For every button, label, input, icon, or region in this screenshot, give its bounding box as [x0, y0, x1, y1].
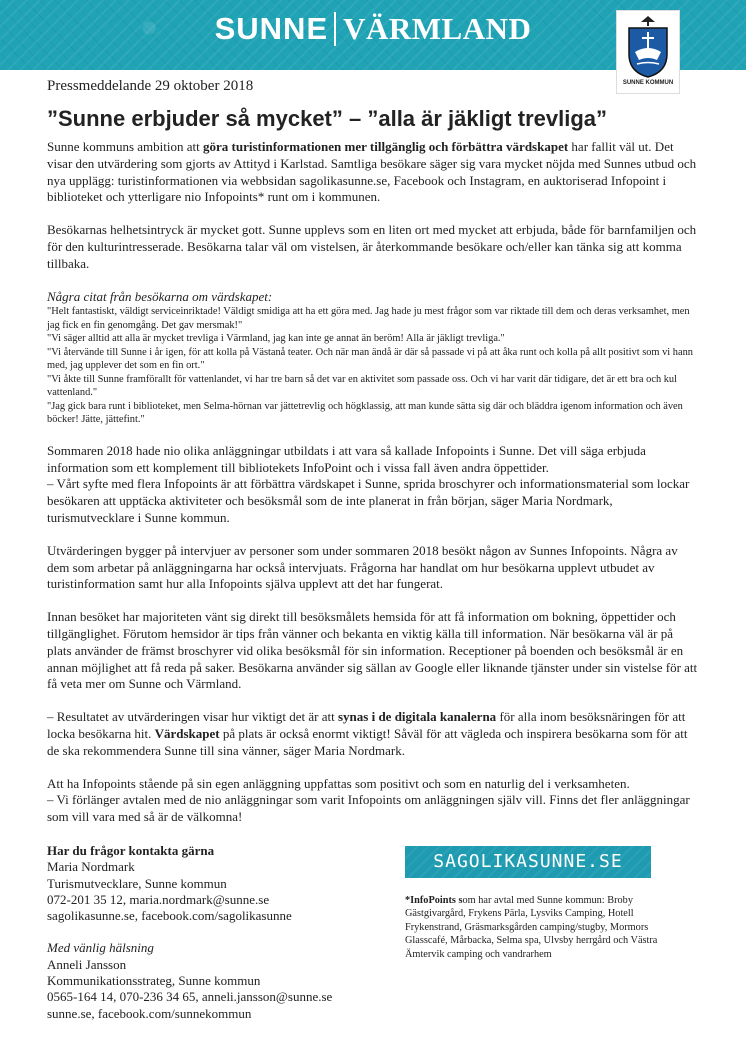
intro-text-post: har fallit väl ut. Det visar den utvärdering som gjorts av Attityd i Karlstad. Samtliga besökare säger sig vara mycket nöjda med Sunnes utbud och nya upplägg: turistinformationen via webbsidan sagolikasunne.se, Facebook och Instagram, en auktoriserad Infopoint i biblioteket och ytterligare nio Infopoints* runt om i kommunen.	[47, 139, 697, 205]
contact-block	[47, 843, 387, 1022]
contact-web[interactable]: sagolikasunne.se, facebook.com/sagolikasunne	[47, 908, 292, 924]
signoff-phone-email[interactable]: 0565-164 14, 070-236 34 65, anneli.jansson@sunne.se	[47, 989, 333, 1005]
infopoints-paragraph: Sommaren 2018 hade nio olika anläggningar utbildats i att vara så kallade Infopoints i Sunne. Det vill säga erbjuda information som ett komplement till bibliotekets InfoPoint och i vissa fall även andra öppettider.	[47, 442, 646, 475]
digital-channels-paragraph	[47, 709, 699, 759]
quotes-heading: Några citat från besökarna om värdskapet:	[47, 288, 273, 304]
infopoints-footnote-text: om har avtal med Sunne kommun: Broby Gästgivargård, Frykens Pärla, Lysviks Camping, Hotell Frykenstrand, Gräsmarksgården camping/stugby, Mormors Glasscafé, Mårbacka, Selma spa, Ulvsby herrgård och Västra Ämtervik camping och vandrarhem	[405, 895, 658, 960]
crest-caption: SUNNE KOMMUN	[622, 80, 674, 86]
banner-title-sunne: SUNNE	[214, 11, 329, 46]
p6-bold-vardskapet: Värdskapet	[154, 726, 220, 742]
signoff-name: Anneli Jansson	[47, 956, 127, 972]
contact-phone-email[interactable]: 072-201 35 12, maria.nordmark@sunne.se	[47, 891, 270, 907]
signoff-greeting: Med vänlig hälsning	[47, 940, 154, 956]
quote-3: "Vi återvände till Sunne i år igen, för att kolla på Västanå teater. Och när man ändå är där så passade vi på att åka runt och kolla på allt positivt som vi hann med, jag upplever det som en fin ort."	[47, 346, 693, 372]
quote-4: "Vi åkte till Sunne framförallt för vattenlandet, vi har tre barn så det var en aktivitet som passade oss. Och vi har varit där tidigare, det är ett bra och kul vattenland."	[47, 373, 678, 399]
impression-paragraph: Besökarnas helhetsintryck är mycket gott. Sunne upplevs som en liten ort med mycket att erbjuda, både för barnfamiljen och för den kulturintresserade. Besökarna talar väl om vistelsen, är återkommande besökare och/eller kan tänka sig att komma tillbaka.	[47, 222, 697, 271]
headline: ”Sunne erbjuder så mycket” – ”alla är jäkligt trevliga”	[47, 106, 608, 131]
infopoints-footnote	[405, 894, 660, 961]
crest-shield-icon	[625, 14, 671, 78]
quote-1: "Helt fantastiskt, väldigt serviceinriktade! Väldigt smidiga att ha ett göra med. Jag hade ju mest frågor som var riktade till dem och deras verksamhet, men jag fick en fin genomgång. Det gav mersmak!"	[47, 306, 690, 331]
contact-name: Maria Nordmark	[47, 859, 135, 875]
infopoints-quote: – Vårt syfte med flera Infopoints är att förbättra värdskapet i Sunne, sprida broschyrer och informationsmaterial som lockar besökaren att upptäcka aktiviteter och besöksmål som de inte planerat in från början, säger Maria Nordmark, turismutvecklare i Sunne kommun.	[47, 476, 690, 526]
p6-bold-digital: synas i de digitala kanalerna	[337, 709, 497, 725]
p6-pre: – Resultatet av utvärderingen visar hur viktigt det är att	[47, 709, 338, 725]
signoff-web[interactable]: sunne.se, facebook.com/sunnekommun	[47, 1005, 252, 1021]
signoff-role: Kommunikationsstrateg, Sunne kommun	[47, 973, 261, 989]
article-body	[47, 139, 699, 826]
p6-post: på plats är också enormt viktigt! Såväl för att vägleda och inspirera besökarna som för att de ska rekommendera Sunne till sina vänner, säger Maria Nordmark.	[47, 726, 688, 758]
extension-paragraph: Att ha Infopoints stående på sin egen anläggning uppfattas som positivt och som en naturlig del i verksamheten.	[47, 775, 630, 791]
quote-2: "Vi säger alltid att alla är mycket trevliga i Värmland, jag kan inte ge annat än beröm! Alla är jäkligt trevliga."	[47, 333, 505, 345]
intro-text-pre: Sunne kommuns ambition att	[47, 139, 203, 154]
banner-divider	[334, 12, 336, 46]
extension-quote: – Vi förlänger avtalen med de nio anläggningar som varit Infopoints om anläggningen själv vill. Finns det fler anläggningar som vill vara med så är de välkomna!	[47, 792, 690, 825]
infopoints-footnote-bold: *InfoPoints s	[405, 895, 463, 906]
press-release-date: Pressmeddelande 29 oktober 2018	[47, 78, 254, 94]
sunne-kommun-crest	[616, 10, 680, 94]
intro-text-bold: göra turistinformationen mer tillgänglig och förbättra värdskapet	[203, 139, 569, 154]
banner-title-varmland: VÄRMLAND	[343, 11, 532, 46]
p6-mid: för alla inom besöksnäringen för att locka besökarna hit.	[47, 709, 686, 742]
information-sources-paragraph: Innan besöket har majoriteten vänt sig direkt till besöksmålets hemsida för att få information om bokning, öppettider och tillgänglighet. Förutom hemsidor är tips från vänner och bekanta en viktig källa till information. När besökarna väl är på plats använder de främst broschyrer vid olika besöksmål för sin information. Receptioner på boenden och besöksmål är en annan möjlighet att få reda på saker. Besökarna använder sig sällan av Google eller liknande tjänster under sin vistelse för att få veta mer om Sunne och Värmland.	[47, 609, 698, 692]
sagolikasunne-logo[interactable]: SAGOLIKASUNNE.SE	[405, 846, 651, 878]
evaluation-paragraph: Utvärderingen bygger på intervjuer av personer som under sommaren 2018 besökt någon av Sunnes Infopoints. Några av dem som arbetar på anläggningarna har också intervjuats. Frågorna har handlat om hur besökarna upplevt utbudet av turistinformation samt hur alla Infopoints själva upplevt att det har fungerat.	[47, 542, 678, 592]
quote-5: "Jag gick bara runt i biblioteket, men Selma-hörnan var jättetrevlig och högklassig, att man kunde sätta sig där och bläddra igenom information och även böcker! Jätte, jättefint."	[47, 400, 683, 426]
contact-role: Turismutvecklare, Sunne kommun	[47, 875, 227, 891]
intro-paragraph	[47, 139, 699, 206]
contact-heading: Har du frågor kontakta gärna	[47, 843, 215, 858]
